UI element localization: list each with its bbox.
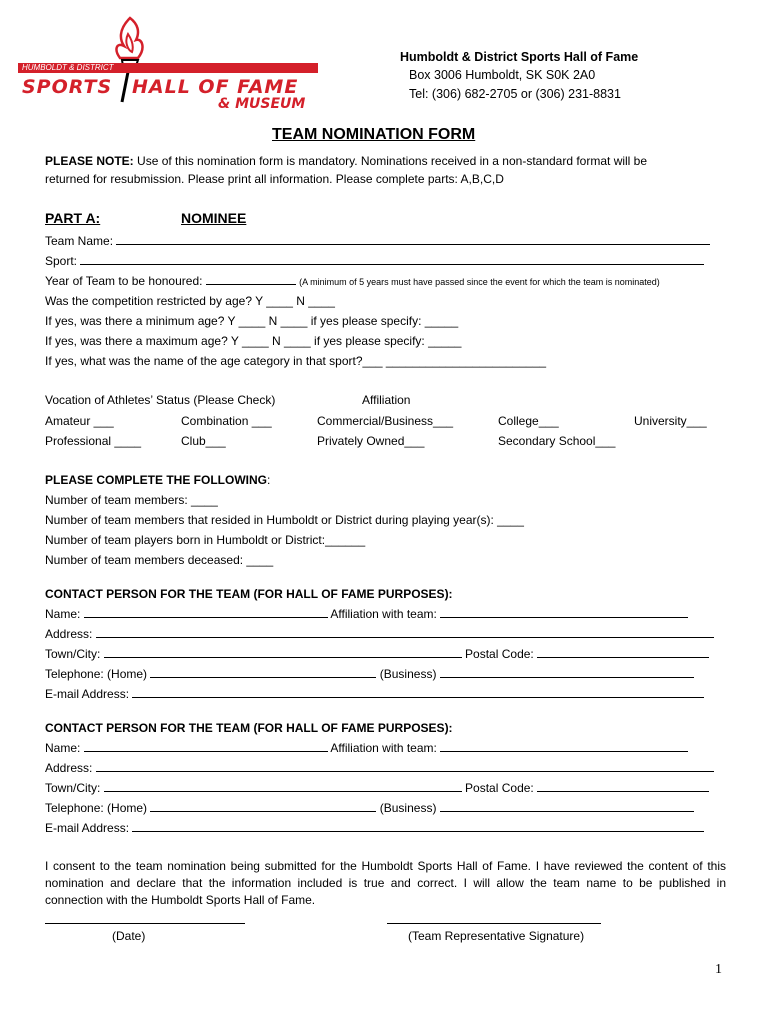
org-phone: Tel: (306) 682-2705 or (306) 231-8831 xyxy=(409,87,621,101)
min-age-row[interactable]: If yes, was there a minimum age? Y ____ N ____ if yes please specify: _____ xyxy=(45,314,459,328)
contact-1-heading: CONTACT PERSON FOR THE TEAM (FOR HALL OF FAME PURPOSES): xyxy=(45,587,453,601)
contact-1-name-label: Name: xyxy=(45,607,81,621)
org-address: Box 3006 Humboldt, SK S0K 2A0 xyxy=(409,68,596,82)
age-category-row[interactable]: If yes, what was the name of the age category in that sport?___ ________________________ xyxy=(45,354,547,368)
part-a-label: PART A: xyxy=(45,210,101,226)
note-text: Use of this nomination form is mandatory. Nominations received in a non-standard format will be xyxy=(133,154,648,168)
year-row xyxy=(45,274,660,288)
team-members-count[interactable]: Number of team members: ____ xyxy=(45,493,218,507)
affiliation-heading: Affiliation xyxy=(362,393,411,407)
contact-1-telephone-row xyxy=(45,667,694,681)
checkbox-privately-owned[interactable]: Privately Owned___ xyxy=(317,434,425,448)
contact-1-town-field[interactable] xyxy=(104,647,462,658)
page-number: 1 xyxy=(715,962,722,977)
team-name-row xyxy=(45,234,710,248)
contact-2-town-field[interactable] xyxy=(104,781,462,792)
contact-2-affiliation-label: Affiliation with team: xyxy=(330,741,437,755)
checkbox-combination[interactable]: Combination ___ xyxy=(181,414,272,428)
checkbox-secondary-school[interactable]: Secondary School___ xyxy=(498,434,616,448)
team-name-label: Team Name: xyxy=(45,234,114,248)
page-title: TEAM NOMINATION FORM xyxy=(272,126,476,143)
signature-field[interactable] xyxy=(387,912,601,924)
year-note: (A minimum of 5 years must have passed since the event for which the team is nominated) xyxy=(299,277,660,287)
contact-1-email-field[interactable] xyxy=(132,687,704,698)
contact-1-email-label: E-mail Address: xyxy=(45,687,130,701)
contact-2-name-field[interactable] xyxy=(84,741,328,752)
contact-1-business-label: (Business) xyxy=(379,667,437,681)
part-a-heading: NOMINEE xyxy=(181,210,247,226)
contact-2-business-label: (Business) xyxy=(379,801,437,815)
logo-museum: & MUSEUM xyxy=(218,96,306,112)
contact-2-heading: CONTACT PERSON FOR THE TEAM (FOR HALL OF FAME PURPOSES): xyxy=(45,721,453,735)
contact-1-address-row xyxy=(45,627,714,641)
contact-1-address-field[interactable] xyxy=(96,627,714,638)
checkbox-college[interactable]: College___ xyxy=(498,414,559,428)
logo-sports: SPORTS xyxy=(22,76,113,98)
checkbox-professional[interactable]: Professional ____ xyxy=(45,434,142,448)
contact-2-address-field[interactable] xyxy=(96,761,714,772)
contact-1-business-phone-field[interactable] xyxy=(440,667,694,678)
date-label: (Date) xyxy=(112,929,146,943)
contact-2-email-label: E-mail Address: xyxy=(45,821,130,835)
contact-2-town-label: Town/City: xyxy=(45,781,101,795)
contact-1-town-label: Town/City: xyxy=(45,647,101,661)
logo-hall-of-fame: HALL OF FAME xyxy=(132,76,299,98)
contact-2-address-row xyxy=(45,761,714,775)
checkbox-amateur[interactable]: Amateur ___ xyxy=(45,414,114,428)
contact-1-home-phone-field[interactable] xyxy=(150,667,376,678)
sport-label: Sport: xyxy=(45,254,78,268)
contact-1-affiliation-label: Affiliation with team: xyxy=(330,607,437,621)
complete-heading-text: PLEASE COMPLETE THE FOLLOWING xyxy=(45,473,267,487)
checkbox-club[interactable]: Club___ xyxy=(181,434,226,448)
contact-1-postal-label: Postal Code: xyxy=(465,647,534,661)
contact-2-name-row xyxy=(45,741,688,755)
note-line-2: returned for resubmission. Please print all information. Please complete parts: A,B,C,D xyxy=(45,172,504,186)
restricted-row[interactable]: Was the competition restricted by age? Y ____ N ____ xyxy=(45,294,335,308)
team-members-resided[interactable]: Number of team members that resided in Humboldt or District during playing year(s): ____ xyxy=(45,513,524,527)
date-field[interactable] xyxy=(45,912,245,924)
checkbox-commercial-business[interactable]: Commercial/Business___ xyxy=(317,414,454,428)
contact-2-name-label: Name: xyxy=(45,741,81,755)
note-line-1 xyxy=(45,154,647,168)
vocation-heading: Vocation of Athletes’ Status (Please Check) xyxy=(45,393,276,407)
complete-heading xyxy=(45,473,270,487)
team-members-deceased[interactable]: Number of team members deceased: ____ xyxy=(45,553,274,567)
org-name: Humboldt & District Sports Hall of Fame xyxy=(400,50,639,64)
contact-1-address-label: Address: xyxy=(45,627,93,641)
sport-row xyxy=(45,254,704,268)
year-field[interactable] xyxy=(206,274,296,285)
contact-2-address-label: Address: xyxy=(45,761,93,775)
contact-2-telephone-label: Telephone: (Home) xyxy=(45,801,148,815)
contact-1-email-row xyxy=(45,687,704,701)
contact-2-postal-label: Postal Code: xyxy=(465,781,534,795)
team-name-field[interactable] xyxy=(116,234,710,245)
complete-heading-colon: : xyxy=(267,473,271,487)
contact-2-home-phone-field[interactable] xyxy=(150,801,376,812)
team-players-born[interactable]: Number of team players born in Humboldt or District:______ xyxy=(45,533,366,547)
contact-2-telephone-row xyxy=(45,801,694,815)
contact-1-name-row xyxy=(45,607,688,621)
year-label: Year of Team to be honoured: xyxy=(45,274,203,288)
sport-field[interactable] xyxy=(80,254,704,265)
logo-banner-text: HUMBOLDT & DISTRICT xyxy=(22,63,114,72)
contact-1-town-row xyxy=(45,647,709,661)
note-label: PLEASE NOTE: xyxy=(45,154,134,168)
max-age-row[interactable]: If yes, was there a maximum age? Y ____ N ____ if yes please specify: _____ xyxy=(45,334,462,348)
contact-2-postal-field[interactable] xyxy=(537,781,709,792)
contact-1-affiliation-field[interactable] xyxy=(440,607,688,618)
checkbox-university[interactable]: University___ xyxy=(634,414,707,428)
signature-label: (Team Representative Signature) xyxy=(408,929,585,943)
contact-2-business-phone-field[interactable] xyxy=(440,801,694,812)
contact-2-town-row xyxy=(45,781,709,795)
contact-2-email-field[interactable] xyxy=(132,821,704,832)
contact-1-telephone-label: Telephone: (Home) xyxy=(45,667,148,681)
contact-1-postal-field[interactable] xyxy=(537,647,709,658)
contact-2-affiliation-field[interactable] xyxy=(440,741,688,752)
contact-2-email-row xyxy=(45,821,704,835)
contact-1-name-field[interactable] xyxy=(84,607,328,618)
consent-paragraph: I consent to the team nomination being submitted for the Humboldt Sports Hall of Fame. I have reviewed the content of this nomination and declare that the information included is true and correct. I will allow the team name to be published in connection with the Humboldt Sports Hall of Fame. xyxy=(45,859,726,907)
